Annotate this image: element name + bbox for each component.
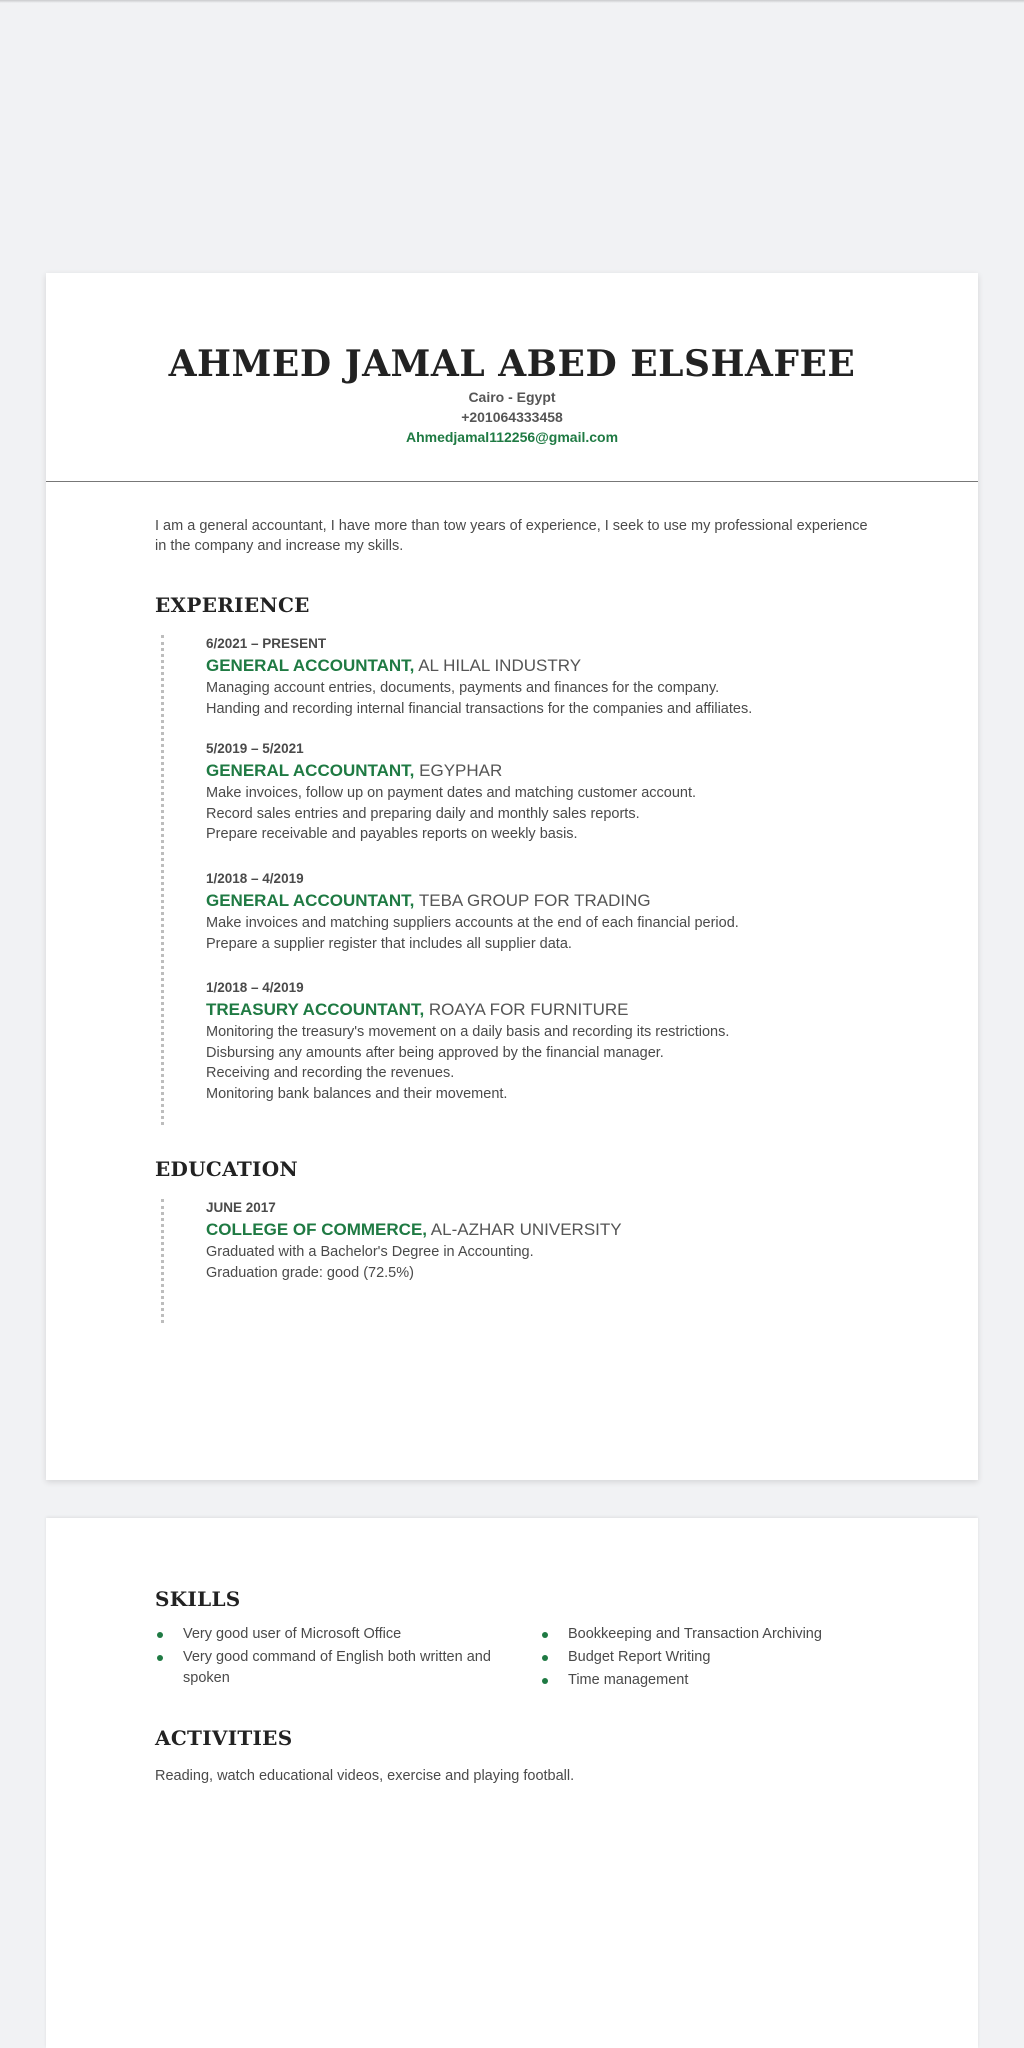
entry-description-line: Receiving and recording the revenues. [206,1065,455,1081]
entry-company: AL HILAL INDUSTRY [418,656,582,675]
skills-heading: SKILLS [155,1587,241,1611]
bullet-dot-icon [542,1678,548,1684]
skills-column-left [155,1624,495,1691]
viewer-top-shadow [0,0,1024,3]
education-heading: EDUCATION [155,1157,299,1181]
entry-description-line: Make invoices and matching suppliers accounts at the end of each financial period. [206,915,739,931]
contact-email[interactable]: Ahmedjamal112256@gmail.com [405,429,619,445]
skill-item [155,1624,495,1645]
entry-description-line: Disbursing any amounts after being approved by the financial manager. [206,1044,664,1061]
education-school: AL-AZHAR UNIVERSITY [430,1220,622,1239]
experience-entry [206,978,886,1104]
entry-title-line [206,759,886,783]
entry-title-line [206,998,886,1022]
bullet-dot-icon [542,1655,548,1661]
bullet-dot-icon [157,1632,163,1638]
experience-entry [206,739,886,845]
contact-phone: +201064333458 [461,409,563,425]
education-description-line: Graduation grade: good (72.5%) [206,1264,414,1281]
entry-description-line: Make invoices, follow up on payment dates and matching customer account. [206,785,697,801]
contact-city: Cairo - Egypt [468,389,556,405]
skill-text: Time management [568,1672,689,1688]
entry-description-line: Monitoring bank balances and their movement. [206,1085,508,1102]
entry-date: 1/2018 – 4/2019 [206,980,304,995]
education-timeline [161,1199,164,1323]
bullet-dot-icon [157,1655,163,1661]
entry-date: 5/2019 – 5/2021 [206,741,304,756]
bullet-dot-icon [542,1632,548,1638]
experience-timeline [161,635,164,1125]
experience-entry [206,634,886,719]
entry-description-line: Managing account entries, documents, payments and finances for the company. [206,680,720,696]
resume-page-2 [46,1518,978,2048]
entry-description-line: Prepare a supplier register that includes all supplier data. [206,935,572,952]
entry-company: TEBA GROUP FOR TRADING [418,891,651,910]
education-entry [206,1198,886,1283]
education-title-line [206,1218,886,1242]
skill-text: Budget Report Writing [568,1649,711,1665]
skills-column-right [540,1624,880,1693]
entry-date: 6/2021 – PRESENT [206,636,327,651]
skill-text: Bookkeeping and Transaction Archiving [568,1626,822,1642]
entry-title-line [206,654,886,678]
entry-description-line: Handing and recording internal financial transactions for the companies and affiliates. [206,700,753,717]
resume-page-1 [46,273,978,1480]
skill-item [540,1624,880,1645]
entry-date: 1/2018 – 4/2019 [206,871,304,886]
education-description-line: Graduated with a Bachelor's Degree in Accounting. [206,1244,534,1260]
entry-role: GENERAL ACCOUNTANT, [206,761,415,780]
entry-role: TREASURY ACCOUNTANT, [206,1000,425,1019]
skill-item [540,1670,880,1691]
skill-text: Very good user of Microsoft Office [183,1626,402,1642]
activities-text: Reading, watch educational videos, exercise and playing football. [155,1768,575,1784]
entry-role: GENERAL ACCOUNTANT, [206,891,415,910]
skill-text: Very good command of English both written and spoken [183,1649,491,1686]
entry-description-line: Prepare receivable and payables reports on weekly basis. [206,826,578,842]
experience-heading: EXPERIENCE [155,593,310,617]
entry-description-line: Record sales entries and preparing daily and monthly sales reports. [206,805,640,822]
skill-item [540,1647,880,1668]
header-divider [46,481,978,482]
activities-heading: ACTIVITIES [155,1726,293,1750]
education-college: COLLEGE OF COMMERCE, [206,1220,427,1239]
entry-company: EGYPHAR [419,761,503,780]
candidate-name: AHMED JAMAL ABED ELSHAFEE [168,343,856,385]
entry-company: ROAYA FOR FURNITURE [428,1000,629,1019]
skill-item [155,1647,495,1689]
experience-entry [206,869,886,954]
entry-description-line: Monitoring the treasury's movement on a daily basis and recording its restrictions. [206,1024,730,1040]
entry-title-line [206,889,886,913]
entry-role: GENERAL ACCOUNTANT, [206,656,415,675]
education-date: JUNE 2017 [206,1200,276,1215]
professional-summary: I am a general accountant, I have more than tow years of experience, I seek to use my professional experience in the company and increase my skills. [155,518,868,554]
